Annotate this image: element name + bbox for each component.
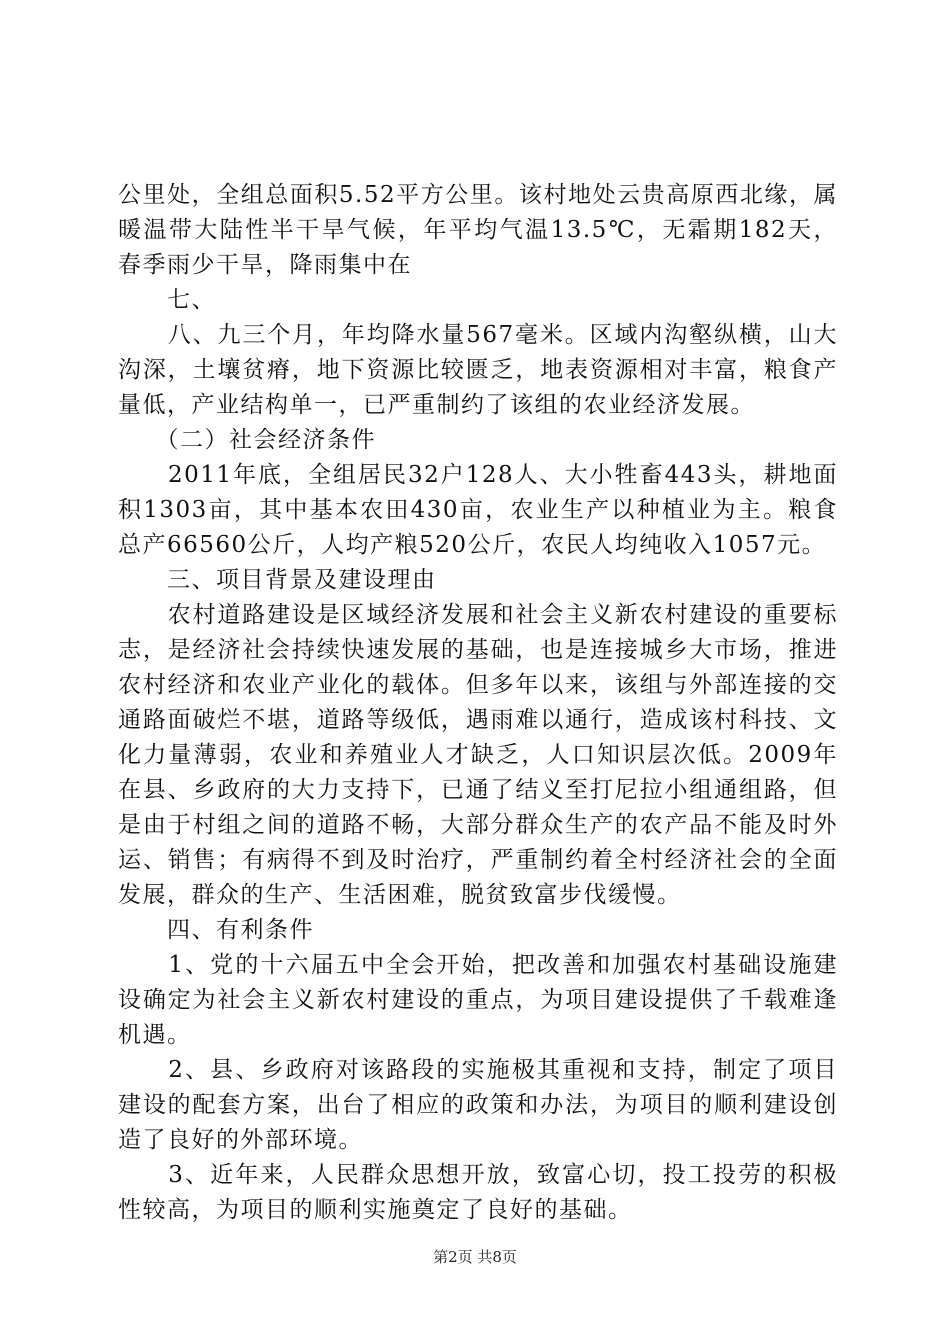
paragraph-condition-3: 3、近年来，人民群众思想开放，致富心切，投工投劳的积极性较高，为项目的顺利实施奠定了良好的基础。 (118, 1162, 838, 1223)
document-body (118, 178, 838, 1228)
paragraph-rainfall: 八、九三个月，年均降水量567毫米。区域内沟壑纵横，山大沟深，土壤贫瘠，地下资源比较匮乏，地表资源相对丰富，粮食产量低，产业结构单一，已严重制约了该组的农业经济发展。 (118, 322, 838, 418)
paragraph-condition-2: 2、县、乡政府对该路段的实施极其重视和支持，制定了项目建设的配套方案，出台了相应的政策和办法，为项目的顺利建设创造了良好的外部环境。 (118, 1057, 838, 1153)
heading-background: 三、项目背景及建设理由 (118, 567, 437, 593)
heading-favorable-conditions: 四、有利条件 (118, 917, 314, 943)
paragraph-condition-1: 1、党的十六届五中全会开始，把改善和加强农村基础设施建设确定为社会主义新农村建设的重点，为项目建设提供了千载难逢机遇。 (118, 952, 838, 1048)
paragraph-climate: 公里处，全组总面积5.52平方公里。该村地处云贵高原西北缘，属暖温带大陆性半干旱气候，年平均气温13.5℃，无霜期182天，春季雨少干旱，降雨集中在 (118, 182, 838, 278)
paragraph-socioeconomic: 2011年底，全组居民32户128人、大小牲畜443头，耕地面积1303亩，其中基本农田430亩，农业生产以种植业为主。粮食总产66560公斤，人均产粮520公斤，农民人均纯收入1057元。 (118, 462, 838, 558)
paragraph-background: 农村道路建设是区域经济发展和社会主义新农村建设的重要标志，是经济社会持续快速发展的基础，也是连接城乡大市场，推进农村经济和农业产业化的载体。但多年以来，该组与外部连接的交通路面破烂不堪，道路等级低，遇雨难以通行，造成该村科技、文化力量薄弱，农业和养殖业人才缺乏，人口知识层次低。2009年在县、乡政府的大力支持下，已通了结义至打尼拉小组通组路，但是由于村组之间的道路不畅，大部分群众生产的农产品不能及时外运、销售；有病得不到及时治疗，严重制约着全村经济社会的全面发展，群众的生产、生活困难，脱贫致富步伐缓慢。 (118, 602, 838, 908)
page-number-footer: 第2页 共8页 (433, 1248, 517, 1266)
paragraph-month-seven: 七、 (118, 287, 216, 313)
heading-socioeconomic: （二）社会经济条件 (118, 427, 376, 453)
